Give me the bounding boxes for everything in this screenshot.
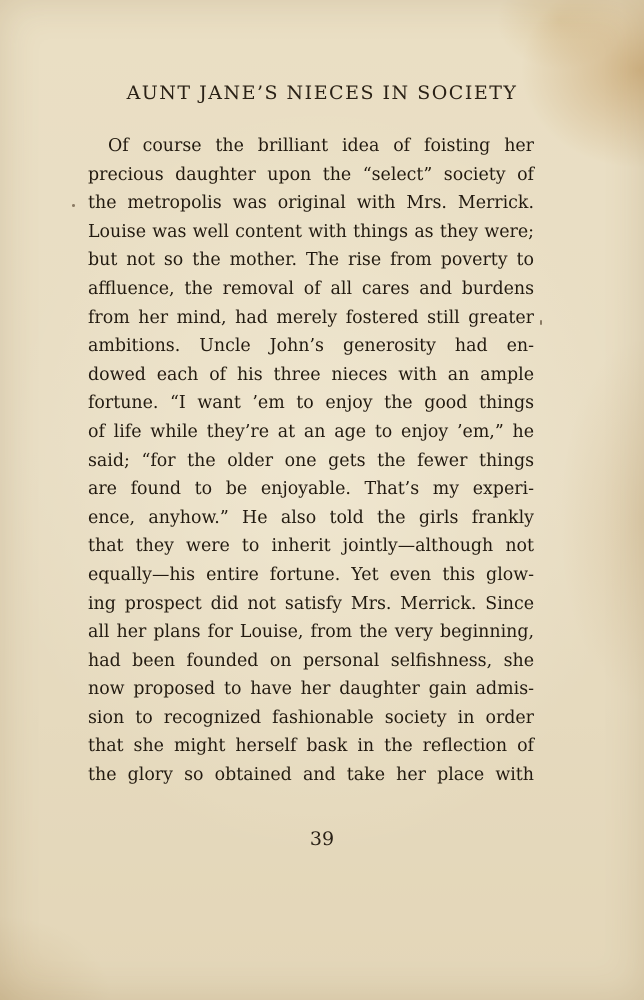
- text-line: of life while they’re at an age to enjoy ’em,” he: [88, 421, 534, 442]
- text-line: ing prospect did not satisfy Mrs. Merrick. Since: [88, 593, 534, 614]
- text-line: equally—his entire fortune. Yet even this glow-: [88, 564, 534, 585]
- text-line: are found to be enjoyable. That’s my experi-: [88, 479, 534, 500]
- text-line: that she might herself bask in the reflection of: [88, 736, 534, 757]
- paper-speck: [540, 320, 542, 325]
- text-line: the glory so obtained and take her place with: [88, 765, 534, 786]
- text-line: dowed each of his three nieces with an ample: [88, 364, 534, 385]
- text-line: all her plans for Louise, from the very beginning,: [88, 622, 534, 643]
- text-line: had been founded on personal selfishness, she: [88, 650, 534, 671]
- text-line: precious daughter upon the “select” society of: [88, 164, 534, 185]
- text-line: Of course the brilliant idea of foisting her: [108, 136, 534, 156]
- text-line: but not so the mother. The rise from poverty to: [88, 250, 534, 271]
- text-line: sion to recognized fashionable society in order: [88, 707, 534, 728]
- text-line: the metropolis was original with Mrs. Merrick.: [88, 193, 534, 214]
- page-number: 39: [309, 828, 335, 850]
- text-line: now proposed to have her daughter gain admis-: [88, 679, 534, 700]
- text-line: Louise was well content with things as they were;: [88, 221, 534, 242]
- text-line: ence, anyhow.” He also told the girls frankly: [88, 507, 534, 528]
- text-line: fortune. “I want ’em to enjoy the good things: [88, 393, 534, 414]
- text-line: that they were to inherit jointly—although not: [88, 536, 534, 557]
- text-line: said; “for the older one gets the fewer things: [88, 450, 534, 471]
- body-paragraph: [88, 132, 534, 790]
- running-head: AUNT JANE’S NIECES IN SOCIETY: [126, 82, 518, 104]
- paper-speck: [72, 204, 75, 207]
- text-line: affluence, the removal of all cares and burdens: [88, 278, 534, 299]
- text-line: ambitions. Uncle John’s generosity had en-: [88, 336, 534, 357]
- text-line: from her mind, had merely fostered still greater: [88, 307, 534, 328]
